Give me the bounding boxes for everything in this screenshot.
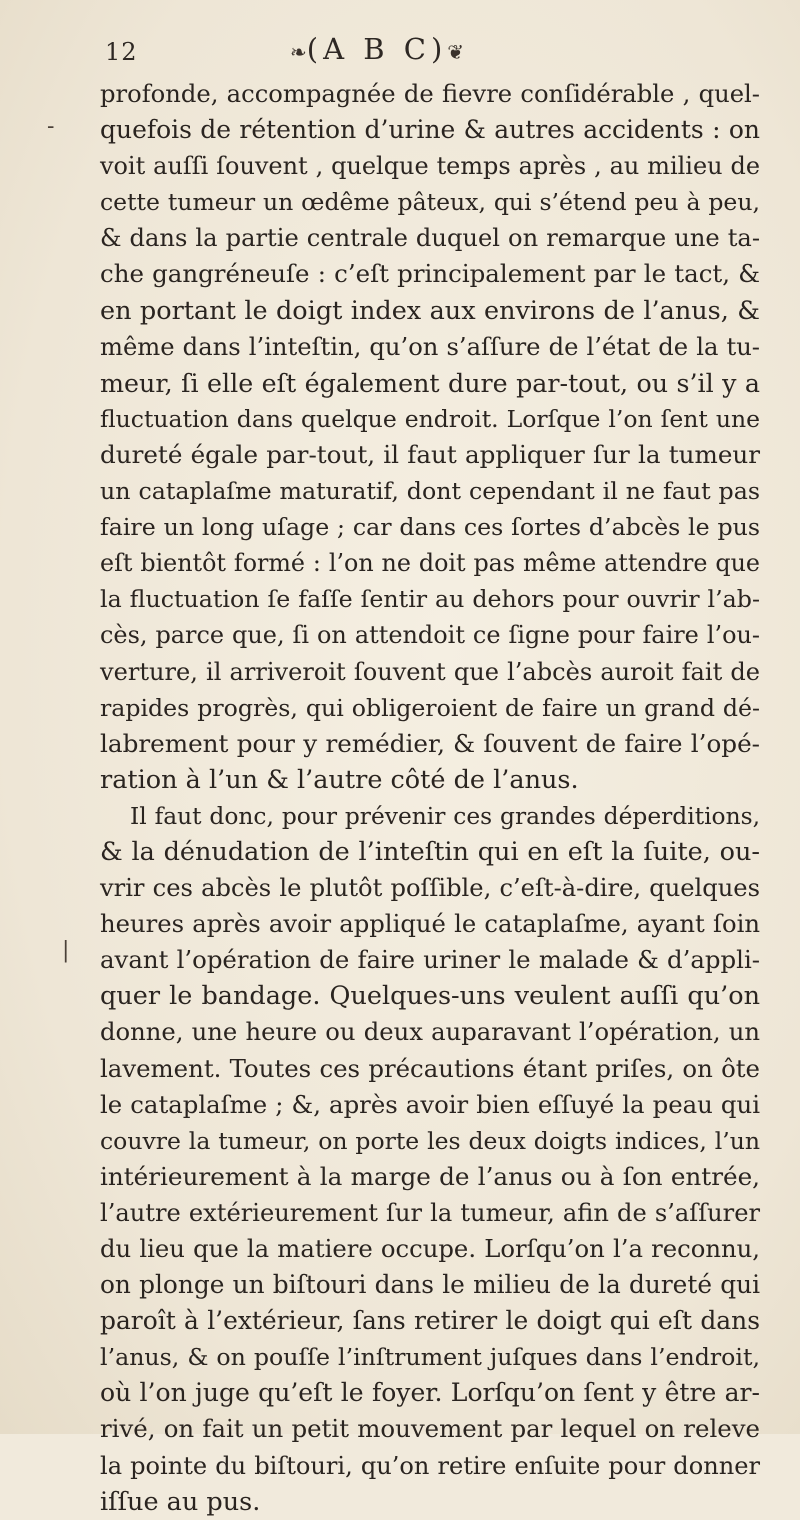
ornament-right-icon: ❦ xyxy=(447,40,465,64)
text-line: fluctuation dans quelque endroit. Lorſque l’on ſent une xyxy=(100,404,760,433)
text-line: profonde, accompagnée de fievre conſidérable , quel- xyxy=(100,79,760,108)
paragraph-end-line: ration à l’un & l’autre côté de l’anus. xyxy=(100,764,579,795)
text-line: che gangréneuſe : c’eſt principalement par le tact, & xyxy=(100,259,760,289)
text-line: & dans la partie centrale duquel on remarque une ta- xyxy=(100,224,760,253)
text-line: le cataplaſme ; &, après avoir bien eſſuyé la peau qui xyxy=(100,1089,760,1119)
text-line: on plonge un biſtouri dans le milieu de la dureté qui xyxy=(100,1270,760,1300)
text-line: où l’on juge qu’eſt le foyer. Lorſqu’on ſent y être ar- xyxy=(100,1378,760,1408)
text-line: intérieurement à la marge de l’anus ou à ſon entrée, xyxy=(100,1161,760,1191)
paragraph-end-line: iſſue au pus. xyxy=(100,1486,261,1517)
text-line: quefois de rétention d’urine & autres accidents : on xyxy=(100,115,760,145)
text-line: meur, ſi elle eſt également dure par-tout, ou s’il y a xyxy=(100,367,760,398)
running-head xyxy=(290,32,464,66)
page-number: 12 xyxy=(105,38,138,66)
text-line: la fluctuation ſe faſſe ſentir au dehors pour ouvrir l’ab- xyxy=(100,585,760,614)
text-line: l’autre extérieurement ſur la tumeur, afin de s’aſſurer xyxy=(100,1198,760,1227)
text-line: faire un long uſage ; car dans ces ſortes d’abcès le pus xyxy=(100,513,760,542)
page-header xyxy=(0,32,800,72)
text-line: même dans l’inteſtin, qu’on s’aſſure de l’état de la tu- xyxy=(100,332,760,361)
text-line: labrement pour y remédier, & ſouvent de faire l’opé- xyxy=(100,728,760,758)
text-line: couvre la tumeur, on porte les deux doigts indices, l’un xyxy=(100,1126,760,1155)
text-line: eſt bientôt formé : l’on ne doit pas même attendre que xyxy=(100,549,760,578)
margin-stroke-mark: | xyxy=(62,938,70,963)
text-line: rivé, on fait un petit mouvement par lequel on releve xyxy=(100,1414,760,1444)
text-line: paroît à l’extérieur, ſans retirer le doigt qui eſt dans xyxy=(100,1306,760,1336)
text-line: & la dénudation de l’inteſtin qui en eſt la ſuite, ou- xyxy=(100,836,760,867)
text-line: verture, il arriveroit ſouvent que l’abcès auroit fait de xyxy=(100,657,760,686)
text-line: lavement. Toutes ces précautions étant priſes, on ôte xyxy=(100,1053,760,1083)
text-line: avant l’opération de faire uriner le malade & d’appli- xyxy=(100,945,760,975)
text-line: dureté égale par-tout, il faut appliquer ſur la tumeur xyxy=(100,439,760,469)
text-line: vrir ces abcès le plutôt poſſible, c’eſt-à-dire, quelques xyxy=(100,874,760,903)
running-head-text: (A B C) xyxy=(306,32,448,66)
text-line: quer le bandage. Quelques-uns veulent auſſi qu’on xyxy=(100,981,760,1012)
text-line: donne, une heure ou deux auparavant l’opération, un xyxy=(100,1017,760,1047)
text-line: cès, parce que, ſi on attendoit ce ſigne pour faire l’ou- xyxy=(100,621,760,650)
body-text xyxy=(100,76,760,1520)
ornament-left-icon: ❧ xyxy=(290,40,307,64)
margin-dash-mark: - xyxy=(47,114,55,139)
text-line: un cataplaſme maturatif, dont cependant il ne faut pas xyxy=(100,477,760,506)
text-line: cette tumeur un œdême pâteux, qui s’étend peu à peu, xyxy=(100,188,760,217)
text-line: la pointe du biſtouri, qu’on retire enſuite pour donner xyxy=(100,1451,760,1480)
text-line: rapides progrès, qui obligeroient de faire un grand dé- xyxy=(100,693,760,722)
text-line: en portant le doigt index aux environs de l’anus, & xyxy=(100,295,760,326)
paragraph-start-line: Il faut donc, pour prévenir ces grandes déperditions, xyxy=(130,801,760,830)
text-line: voit auſſi ſouvent , quelque temps après , au milieu de xyxy=(100,152,760,181)
text-line: heures après avoir appliqué le cataplaſme, ayant ſoin xyxy=(100,909,760,939)
text-line: du lieu que la matiere occupe. Lorſqu’on l’a reconnu, xyxy=(100,1234,760,1263)
text-line: l’anus, & on pouſſe l’inſtrument juſques dans l’endroit, xyxy=(100,1343,760,1372)
